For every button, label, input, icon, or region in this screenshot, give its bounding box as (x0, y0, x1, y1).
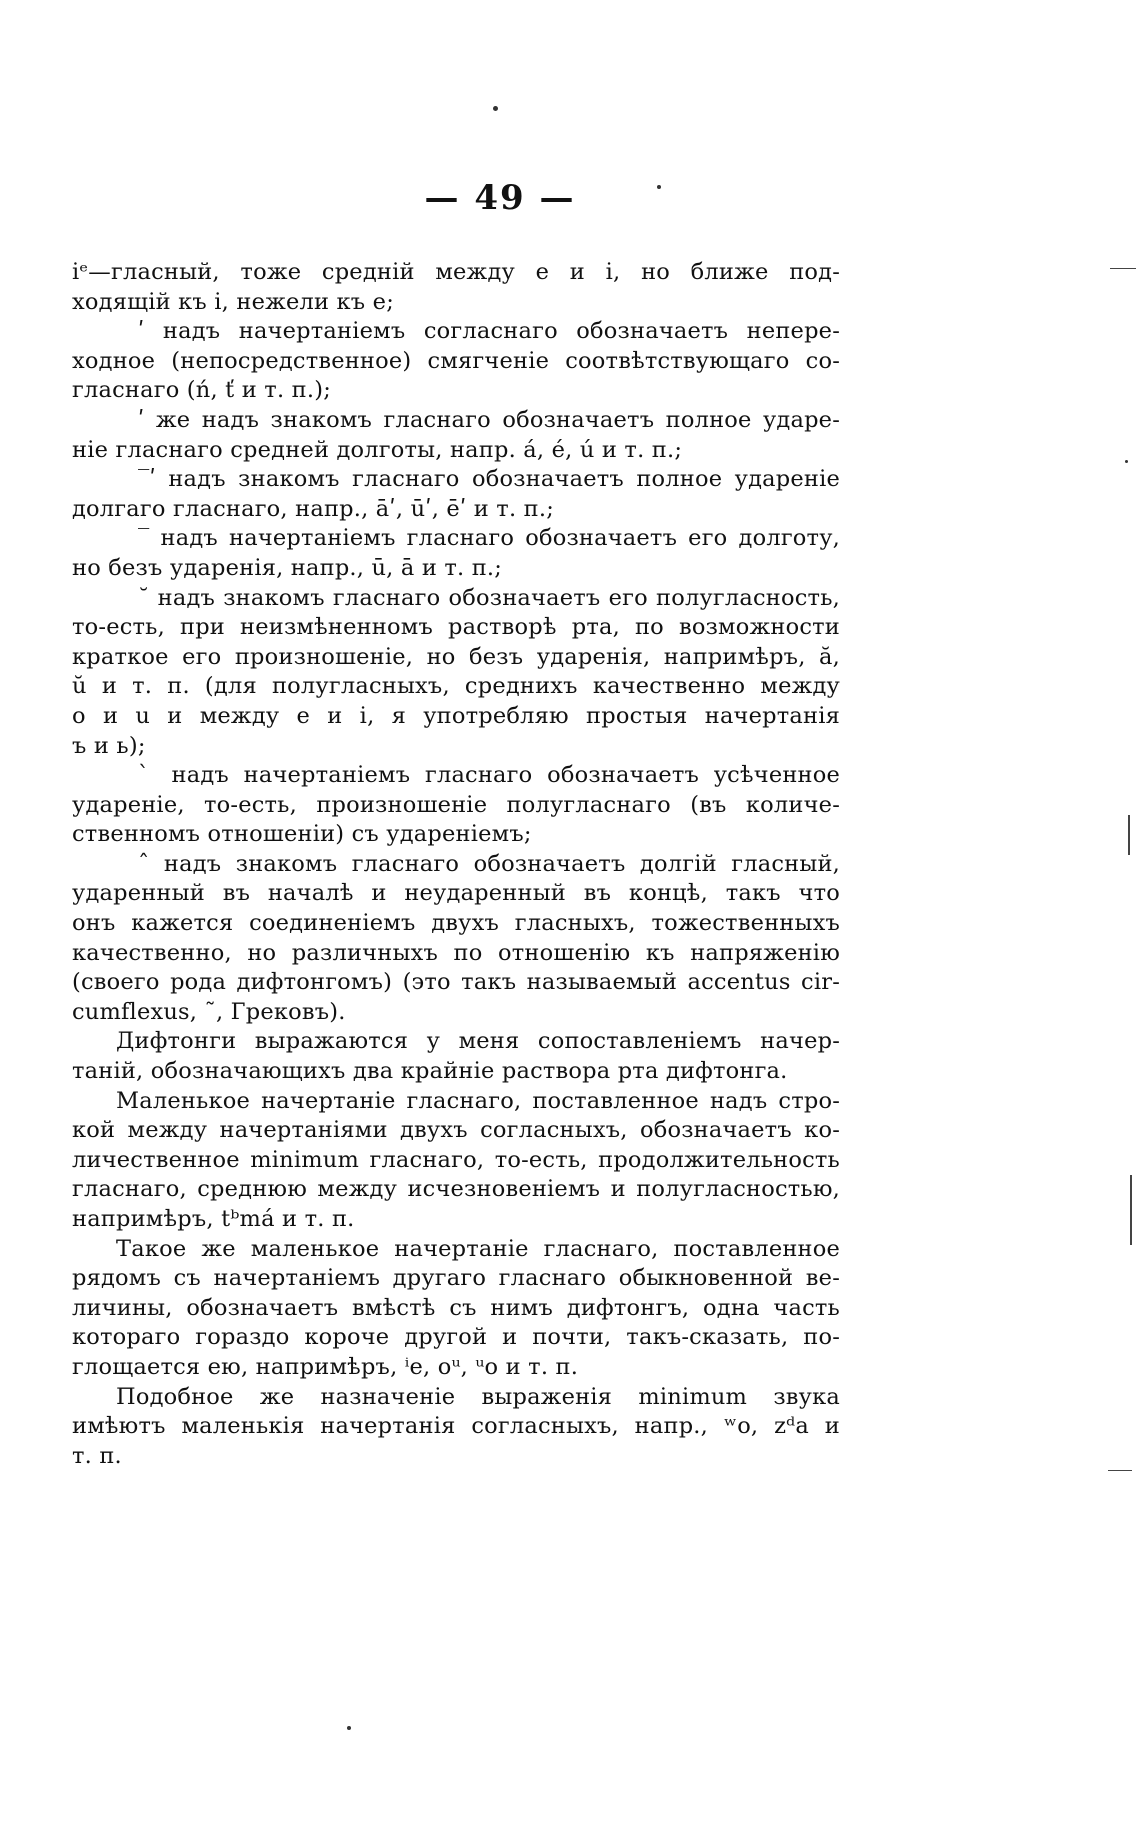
text-line: личественное minimum гласнаго, то-есть, продолжительность (72, 1146, 840, 1173)
scan-margin-mark (1108, 1470, 1132, 1471)
text-line: ʹ надъ начертаніемъ согласнаго обозначаетъ непере- (138, 318, 840, 345)
text-line: ˘ надъ знакомъ гласнаго обозначаетъ его полугласность, (138, 584, 840, 611)
text-line: (своего рода дифтонгомъ) (это такъ называемый accentus cir- (72, 969, 840, 996)
text-line: о и u и между е и i, я употребляю простыя начертанія (72, 702, 840, 729)
text-line: iᵉ—гласный, тоже средній между е и i, но ближе под- (72, 259, 840, 285)
text-line: ‾ʹ надъ знакомъ гласнаго обозначаетъ полное удареніе (138, 466, 840, 493)
text-line: cumflexus, ˜, Грековъ). (72, 998, 346, 1025)
text-line: Дифтонги выражаются у меня сопоставленіемъ начер- (116, 1028, 840, 1055)
text-line: долгаго гласнаго, напр., āʹ, ūʹ, ēʹ и т. п.; (72, 495, 554, 522)
text-line: гласнаго, среднюю между исчезновеніемъ и полугласностью, (72, 1176, 840, 1203)
text-line: котораго гораздо короче другой и почти, такъ-сказать, по- (72, 1324, 840, 1351)
text-line: ŭ и т. п. (для полугласныхъ, среднихъ качественно между (72, 673, 840, 700)
scan-margin-mark (1128, 815, 1130, 855)
text-line: ‾ надъ начертаніемъ гласнаго обозначаетъ его долготу, (138, 525, 840, 552)
page-number: — 49 — (424, 178, 576, 218)
text-line: имѣютъ маленькія начертанія согласныхъ, напр., ʷo, zᵈa и (72, 1413, 840, 1440)
text-line: ˆ надъ знакомъ гласнаго обозначаетъ долгій гласный, (138, 850, 840, 877)
text-line: таній, обозначающихъ два крайніе раствора рта дифтонга. (72, 1058, 788, 1085)
body-text (72, 258, 840, 1471)
text-line: ударенный въ началѣ и неударенный въ концѣ, такъ что (72, 880, 840, 907)
text-line: Такое же маленькое начертаніе гласнаго, поставленное (116, 1235, 840, 1262)
text-line: личины, обозначаетъ вмѣстѣ съ нимъ дифтонгъ, одна часть (72, 1294, 840, 1321)
text-line: ходное (непосредственное) смягченіе соотвѣтствующаго со- (72, 347, 840, 374)
scan-margin-mark (1110, 268, 1136, 269)
text-line: ходящій къ i, нежели къ е; (72, 288, 394, 315)
scan-speck (347, 1726, 351, 1730)
text-line: качественно, но различныхъ по отношенію къ напряженію (72, 939, 840, 966)
scan-margin-mark (1130, 1175, 1132, 1245)
text-line: удареніе, то-есть, произношеніе полугласнаго (въ количе- (72, 791, 840, 818)
text-line: напримѣръ, tᵇmá и т. п. (72, 1206, 355, 1232)
text-line: глощается ею, напримѣръ, ⁱe, oᵘ, ᵘo и т. п. (72, 1353, 579, 1380)
text-line: но безъ ударенія, напр., ū, ā и т. п.; (72, 554, 503, 581)
text-line: кой между начертаніями двухъ согласныхъ, обозначаетъ ко- (72, 1117, 840, 1144)
text-line: Подобное же назначеніе выраженія minimum звука (116, 1383, 840, 1410)
scan-speck (657, 185, 661, 189)
scan-speck (493, 106, 498, 111)
text-line: ʹ же надъ знакомъ гласнаго обозначаетъ полное ударе- (138, 406, 840, 433)
text-line: то-есть, при неизмѣненномъ растворѣ рта, по возможности (72, 614, 840, 641)
text-line: краткое его произношеніе, но безъ ударенія, напримѣръ, ă, (72, 643, 840, 670)
scan-speck (1125, 460, 1128, 463)
text-line: ственномъ отношеніи) съ удареніемъ; (72, 821, 532, 848)
text-line: ˋ надъ начертаніемъ гласнаго обозначаетъ усѣченное (138, 762, 840, 789)
text-line: гласнаго (ń, ť и т. п.); (72, 377, 331, 404)
text-line: Маленькое начертаніе гласнаго, поставленное надъ стро- (116, 1087, 840, 1114)
text-line: ніе гласнаго средней долготы, напр. á, é, ú и т. п.; (72, 436, 683, 463)
text-line: рядомъ съ начертаніемъ другаго гласнаго обыкновенной ве- (72, 1265, 840, 1292)
text-line: т. п. (72, 1442, 122, 1469)
text-line: онъ кажется соединеніемъ двухъ гласныхъ, тожественныхъ (72, 910, 840, 937)
text-line: ъ и ь); (72, 732, 146, 759)
